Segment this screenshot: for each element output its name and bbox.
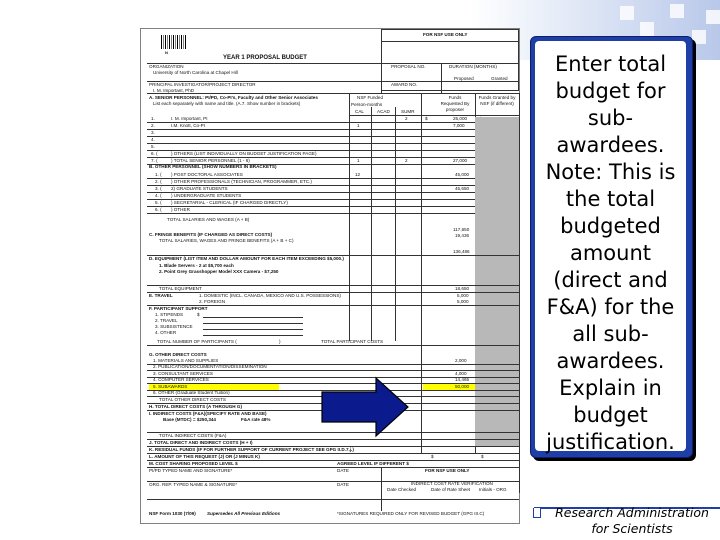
indirect-costs-label: I. INDIRECT COSTS (F&A)(SPECIFY RATE AND BASE) <box>149 411 267 416</box>
indirect-rate: F&A rate 48% <box>241 417 271 422</box>
total-sal-fringe-value: 136,486 <box>453 249 470 254</box>
senior-row-num: 6. ( <box>151 151 158 156</box>
section-a-sub: List each separately with name and title. (A.7. Show number in brackets) <box>153 101 301 106</box>
total-equipment-label: TOTAL EQUIPMENT <box>159 286 202 291</box>
other-direct-row-value: 4,000 <box>455 370 467 376</box>
other-row-num: 1. ( <box>155 172 162 177</box>
other-row-num: 2. ( <box>155 179 162 184</box>
equipment-item-2: 2. Point Grey Grasshopper Model XXX Camera - $7,250 <box>159 269 279 274</box>
pi-label: PRINCIPAL INVESTIGATOR/PROJECT DIRECTOR <box>149 82 256 87</box>
participant-row-rule <box>203 329 303 330</box>
senior-row-sumr: 2 <box>405 158 408 163</box>
participant-row-label: 3. SUBSISTENCE <box>155 324 193 329</box>
organization-label: ORGANIZATION <box>149 64 184 69</box>
other-direct-row-label: 3. CONSULTANT SERVICES <box>153 370 213 376</box>
funds-granted-label: Funds Granted by NSF (if different) <box>478 95 516 106</box>
participant-row-rule <box>203 317 303 318</box>
other-row-num: 6. ( <box>155 207 162 212</box>
participant-row-rule <box>203 335 303 336</box>
funds-requested-label: Funds Requested By proposer <box>440 95 470 112</box>
row-rule <box>147 129 519 130</box>
equipment-label: D. EQUIPMENT (LIST ITEM AND DOLLAR AMOUNT FOR EACH ITEM EXCEEDING $5,000.) <box>149 256 344 261</box>
amount-request-dollar-2: $ <box>481 454 484 459</box>
date-rate-sheet-label: Date of Rate Sheet <box>431 487 471 492</box>
acad-label: ACAD <box>377 109 390 114</box>
total-other-direct-label: TOTAL OTHER DIRECT COSTS <box>159 397 226 402</box>
senior-row-num: 3. <box>151 130 155 135</box>
granted-column-shade <box>475 117 519 447</box>
other-row-name: 2) GRADUATE STUDENTS <box>171 186 228 191</box>
senior-row-num: 5. <box>151 144 155 149</box>
total-participants-close: ) <box>279 339 281 344</box>
total-sal-fringe-label: TOTAL SALARIES, WAGES AND FRINGE BENEFITS (A + B + C) <box>159 238 294 243</box>
proposed-label: Proposed <box>454 76 474 81</box>
footer-bracket-icon <box>533 508 541 518</box>
initials-label: Initials - ORG <box>479 487 507 492</box>
travel-domestic: 1. DOMESTIC (INCL. CANADA, MEXICO AND U.S. POSSESSIONS) <box>199 293 341 298</box>
organization-value: University of North Carolina at Chapel Hill <box>153 70 238 75</box>
row-rule <box>147 206 519 207</box>
travel-foreign-value: 5,000 <box>457 299 469 304</box>
award-no-label: AWARD NO. <box>391 82 418 87</box>
senior-row-num: 1. <box>151 116 155 121</box>
travel-label: E. TRAVEL <box>149 293 173 298</box>
senior-row-dollar: $ <box>425 116 428 121</box>
other-row-name: ) UNDERGRADUATE STUDENTS <box>171 193 242 198</box>
other-row-name: ) SECRETARIAL - CLERICAL (IF CHARGED DIRECTLY) <box>171 200 288 205</box>
senior-row-num: 4. <box>151 137 155 142</box>
senior-row-cal: 1 <box>357 158 360 163</box>
person-months-label: Person-months <box>351 102 383 107</box>
senior-row-name: I.M. Knott, Co-PI <box>171 123 205 128</box>
other-direct-row-value: 2,000 <box>455 358 467 363</box>
org-rep-signature-label: ORG. REP. TYPED NAME & SIGNATURE* <box>149 482 238 487</box>
senior-row-name: ) OTHERS (LIST INDIVIDUALLY ON BUDGET JUSTIFICATION PAGE) <box>171 151 317 156</box>
fringe-value: 19,436 <box>455 233 470 238</box>
pi-value: I. M. Important, PhD <box>153 88 195 93</box>
senior-row-name: ) TOTAL SENIOR PERSONNEL (1 - 6) <box>171 158 250 163</box>
budget-form-image <box>140 28 520 524</box>
travel-foreign: 2. FOREIGN <box>199 299 226 304</box>
other-row-num: 4. ( <box>155 193 162 198</box>
indirect-verification-label: INDIRECT COST RATE VERIFICATION <box>411 481 493 486</box>
sumr-label: SUMR <box>401 109 415 114</box>
section-b-title: B. OTHER PERSONNEL (SHOW NUMBERS IN BRACKETS) <box>149 164 277 169</box>
form-number: NSF Form 1030 (7/09) <box>149 511 196 516</box>
senior-row-num: 7. ( <box>151 158 158 163</box>
other-direct-row-label: 2. PUBLICATION/DOCUMENTATION/DISSEMINATION <box>153 364 267 370</box>
footer-caption <box>544 505 720 537</box>
other-row-name: ) OTHER <box>171 207 190 212</box>
other-row-amount: 45,650 <box>455 186 470 191</box>
other-row-name: ) OTHER PROFESSIONALS (TECHNICIAN, PROGRAMMER, ETC.) <box>171 179 312 184</box>
right-arrow-icon <box>320 376 410 438</box>
footer-line-2: for Scientists <box>591 521 673 536</box>
signatures-note: *SIGNATURES REQUIRED ONLY FOR REVISED BUDGET (GPG III.C) <box>337 511 485 516</box>
participant-row-label: 2. TRAVEL <box>155 318 178 323</box>
other-direct-row-label: 1. MATERIALS AND SUPPLIES <box>153 358 219 363</box>
barcode-icon <box>161 35 187 49</box>
row-rule <box>147 136 519 137</box>
senior-row-sumr: 2 <box>405 116 408 121</box>
amount-request-dollar-1: $ <box>431 454 434 459</box>
senior-row-cal: 1 <box>357 123 360 128</box>
cal-label: CAL <box>355 109 364 114</box>
other-row-num: 3. ( <box>155 186 162 191</box>
total-salaries-value: 117,650 <box>453 227 470 232</box>
other-row-name: ) POST DOCTORAL ASSOCIATES <box>171 172 243 177</box>
total-participants-label: TOTAL NUMBER OF PARTICIPANTS ( <box>157 339 237 344</box>
other-direct-row-value: 50,000 <box>455 383 470 389</box>
duration-label: DURATION (MONTHS) <box>449 64 497 69</box>
indirect-base: Base (MTDC) = $250,344 <box>163 417 216 422</box>
fringe-label: C. FRINGE BENEFITS (IF CHARGED AS DIRECT COSTS) <box>149 232 273 237</box>
travel-domestic-value: 5,000 <box>457 293 469 298</box>
supersedes-note: Supersedes All Previous Editions <box>207 511 281 516</box>
date-label-2: DATE <box>337 482 349 487</box>
residual-funds-label: K. RESIDUAL FUNDS (IF FOR FURTHER SUPPORT OF CURRENT PROJECT SEE GPG II.D.7.j.) <box>149 447 354 452</box>
form-page-letter: N <box>165 50 168 55</box>
nsf-funded-label: NSF Funded <box>357 95 384 100</box>
other-direct-costs-label: G. OTHER DIRECT COSTS <box>149 352 207 357</box>
other-row-num: 5. ( <box>155 200 162 205</box>
date-checked-label: Date Checked <box>387 487 417 492</box>
callout-box <box>530 36 693 458</box>
senior-row-amount: 25,000 <box>453 116 468 121</box>
total-equipment-value: 18,650 <box>455 286 470 291</box>
callout-text: Enter total budget for sub-awardees. Note: This is the total budgeted amount (direct and F&A) for the all sub-awardees. Explain in budget justification. <box>535 41 686 451</box>
pi-signature-label: PI/PD TYPED NAME AND SIGNATURE* <box>149 468 233 473</box>
proposal-no-label: PROPOSAL NO. <box>391 64 426 69</box>
cost-sharing-label: M. COST SHARING PROPOSED LEVEL $ <box>149 461 238 466</box>
other-direct-row-value: 14,465 <box>455 377 470 383</box>
footer-line-1: Research Administration <box>555 505 709 520</box>
participant-support-label: F. PARTICIPANT SUPPORT <box>149 306 208 311</box>
other-direct-row-label: 6. OTHER (Graduate Student Tuition) <box>153 390 230 395</box>
participant-row-label: 4. OTHER <box>155 330 177 335</box>
total-salaries-label: TOTAL SALARIES AND WAGES (A + B) <box>167 217 250 222</box>
participant-row-label: 1. STIPENDS <box>155 312 184 317</box>
senior-row-amount: 7,000 <box>453 123 465 128</box>
nsf-use-only-footer-label: FOR NSF USE ONLY <box>425 468 470 473</box>
other-row-amount: 45,000 <box>455 172 470 177</box>
total-indirect-label: TOTAL INDIRECT COSTS (F&A) <box>159 433 227 438</box>
equipment-item-1: 1. Blade Servers - 2 at $5,700 each <box>159 263 234 268</box>
senior-row-num: 2. <box>151 123 155 128</box>
stipend-dollar: $ <box>197 312 200 317</box>
amount-request-label: L. AMOUNT OF THIS REQUEST (J) OR (J MINUS K) <box>149 454 260 459</box>
section-a-title: A. SENIOR PERSONNEL: PI/PD, Co-PI's, Faculty and Other Senior Associates <box>149 95 318 100</box>
row-rule <box>147 213 519 214</box>
date-label-1: DATE <box>337 468 349 473</box>
senior-row-amount: 27,000 <box>453 158 468 163</box>
nsf-use-only-label: FOR NSF USE ONLY <box>423 32 468 37</box>
senior-row-name: I. M. Important, PI <box>171 116 208 121</box>
granted-label: Granted <box>491 76 508 81</box>
participant-row-rule <box>203 323 303 324</box>
row-rule <box>147 143 519 144</box>
total-participant-costs-label: TOTAL PARTICIPANT COSTS <box>321 339 384 344</box>
other-direct-row-label: 5. SUBAWARDS <box>153 383 188 389</box>
form-title: YEAR 1 PROPOSAL BUDGET <box>223 55 307 61</box>
agreed-level-label: AGREED LEVEL IF DIFFERENT $ <box>337 461 409 466</box>
other-row-cal: 12 <box>355 172 361 177</box>
total-direct-label: H. TOTAL DIRECT COSTS (A THROUGH G) <box>149 404 242 409</box>
other-direct-row-label: 4. COMPUTER SERVICES <box>153 377 209 383</box>
total-direct-indirect-label: J. TOTAL DIRECT AND INDIRECT COSTS (H + I) <box>149 440 253 445</box>
